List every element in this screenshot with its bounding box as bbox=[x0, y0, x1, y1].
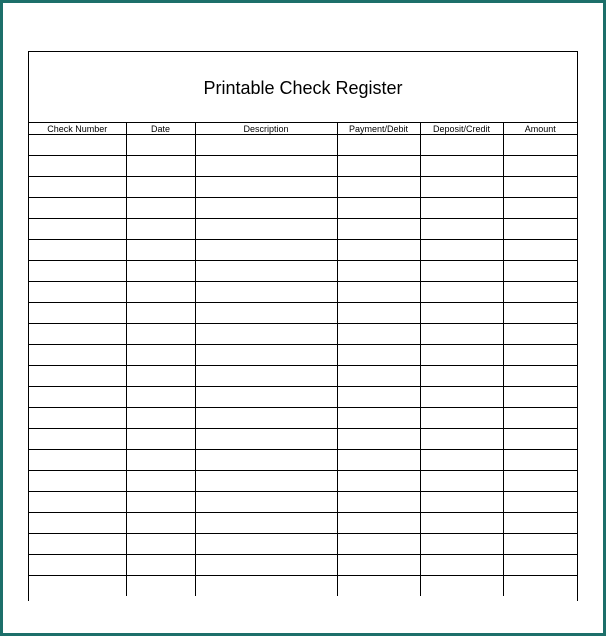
table-row bbox=[29, 345, 577, 366]
description-cell bbox=[195, 492, 337, 513]
payment-debit-cell bbox=[337, 219, 420, 240]
table-row bbox=[29, 429, 577, 450]
table-row bbox=[29, 324, 577, 345]
check-number-cell bbox=[29, 576, 126, 597]
payment-debit-cell bbox=[337, 366, 420, 387]
payment-debit-cell bbox=[337, 324, 420, 345]
description-cell bbox=[195, 303, 337, 324]
amount-cell bbox=[503, 282, 577, 303]
date-cell bbox=[126, 555, 195, 576]
date-cell bbox=[126, 261, 195, 282]
description-cell bbox=[195, 240, 337, 261]
table-row bbox=[29, 387, 577, 408]
date-cell bbox=[126, 450, 195, 471]
amount-cell bbox=[503, 261, 577, 282]
check-number-cell bbox=[29, 240, 126, 261]
table-row bbox=[29, 576, 577, 597]
table-row bbox=[29, 366, 577, 387]
table-row bbox=[29, 261, 577, 282]
amount-cell bbox=[503, 156, 577, 177]
description-cell bbox=[195, 555, 337, 576]
payment-debit-cell bbox=[337, 450, 420, 471]
check-number-cell bbox=[29, 534, 126, 555]
check-number-cell bbox=[29, 555, 126, 576]
check-number-cell bbox=[29, 492, 126, 513]
deposit-credit-cell bbox=[420, 555, 503, 576]
description-cell bbox=[195, 387, 337, 408]
date-cell bbox=[126, 429, 195, 450]
deposit-credit-cell bbox=[420, 345, 503, 366]
deposit-credit-cell bbox=[420, 576, 503, 597]
check-number-cell bbox=[29, 408, 126, 429]
check-number-cell bbox=[29, 450, 126, 471]
check-number-cell bbox=[29, 345, 126, 366]
table-row bbox=[29, 177, 577, 198]
header-row bbox=[29, 123, 577, 135]
check-number-cell bbox=[29, 471, 126, 492]
payment-debit-cell bbox=[337, 240, 420, 261]
date-cell bbox=[126, 156, 195, 177]
date-cell bbox=[126, 513, 195, 534]
register-table bbox=[29, 122, 577, 596]
amount-cell bbox=[503, 198, 577, 219]
check-number-cell bbox=[29, 429, 126, 450]
date-cell bbox=[126, 135, 195, 156]
check-number-cell bbox=[29, 513, 126, 534]
date-cell bbox=[126, 345, 195, 366]
check-number-cell bbox=[29, 198, 126, 219]
deposit-credit-cell bbox=[420, 513, 503, 534]
description-cell bbox=[195, 513, 337, 534]
check-number-cell bbox=[29, 156, 126, 177]
amount-cell bbox=[503, 408, 577, 429]
date-cell bbox=[126, 198, 195, 219]
deposit-credit-cell bbox=[420, 198, 503, 219]
deposit-credit-cell bbox=[420, 471, 503, 492]
column-header-check-number: Check Number bbox=[29, 123, 126, 135]
check-number-cell bbox=[29, 324, 126, 345]
payment-debit-cell bbox=[337, 492, 420, 513]
amount-cell bbox=[503, 387, 577, 408]
description-cell bbox=[195, 408, 337, 429]
check-number-cell bbox=[29, 219, 126, 240]
deposit-credit-cell bbox=[420, 429, 503, 450]
title-area bbox=[29, 52, 577, 122]
description-cell bbox=[195, 177, 337, 198]
deposit-credit-cell bbox=[420, 303, 503, 324]
amount-cell bbox=[503, 219, 577, 240]
deposit-credit-cell bbox=[420, 261, 503, 282]
description-cell bbox=[195, 156, 337, 177]
table-row bbox=[29, 555, 577, 576]
payment-debit-cell bbox=[337, 303, 420, 324]
amount-cell bbox=[503, 471, 577, 492]
payment-debit-cell bbox=[337, 177, 420, 198]
amount-cell bbox=[503, 240, 577, 261]
deposit-credit-cell bbox=[420, 135, 503, 156]
amount-cell bbox=[503, 555, 577, 576]
payment-debit-cell bbox=[337, 534, 420, 555]
amount-cell bbox=[503, 135, 577, 156]
deposit-credit-cell bbox=[420, 492, 503, 513]
table-row bbox=[29, 282, 577, 303]
amount-cell bbox=[503, 366, 577, 387]
deposit-credit-cell bbox=[420, 177, 503, 198]
payment-debit-cell bbox=[337, 555, 420, 576]
table-row bbox=[29, 408, 577, 429]
amount-cell bbox=[503, 492, 577, 513]
column-header-deposit-credit: Deposit/Credit bbox=[420, 123, 503, 135]
check-number-cell bbox=[29, 282, 126, 303]
check-number-cell bbox=[29, 387, 126, 408]
description-cell bbox=[195, 366, 337, 387]
date-cell bbox=[126, 282, 195, 303]
check-register-sheet bbox=[28, 51, 578, 601]
column-header-payment-debit: Payment/Debit bbox=[337, 123, 420, 135]
payment-debit-cell bbox=[337, 429, 420, 450]
table-row bbox=[29, 135, 577, 156]
column-header-date: Date bbox=[126, 123, 195, 135]
check-number-cell bbox=[29, 303, 126, 324]
payment-debit-cell bbox=[337, 513, 420, 534]
date-cell bbox=[126, 366, 195, 387]
deposit-credit-cell bbox=[420, 324, 503, 345]
payment-debit-cell bbox=[337, 471, 420, 492]
amount-cell bbox=[503, 345, 577, 366]
description-cell bbox=[195, 429, 337, 450]
payment-debit-cell bbox=[337, 135, 420, 156]
table-row bbox=[29, 240, 577, 261]
description-cell bbox=[195, 345, 337, 366]
payment-debit-cell bbox=[337, 156, 420, 177]
amount-cell bbox=[503, 303, 577, 324]
table-row bbox=[29, 198, 577, 219]
payment-debit-cell bbox=[337, 261, 420, 282]
column-header-description: Description bbox=[195, 123, 337, 135]
payment-debit-cell bbox=[337, 576, 420, 597]
amount-cell bbox=[503, 324, 577, 345]
payment-debit-cell bbox=[337, 345, 420, 366]
amount-cell bbox=[503, 534, 577, 555]
date-cell bbox=[126, 240, 195, 261]
column-header-amount: Amount bbox=[503, 123, 577, 135]
payment-debit-cell bbox=[337, 198, 420, 219]
payment-debit-cell bbox=[337, 282, 420, 303]
description-cell bbox=[195, 198, 337, 219]
description-cell bbox=[195, 576, 337, 597]
check-number-cell bbox=[29, 261, 126, 282]
description-cell bbox=[195, 471, 337, 492]
date-cell bbox=[126, 219, 195, 240]
deposit-credit-cell bbox=[420, 240, 503, 261]
date-cell bbox=[126, 387, 195, 408]
amount-cell bbox=[503, 177, 577, 198]
amount-cell bbox=[503, 513, 577, 534]
date-cell bbox=[126, 177, 195, 198]
deposit-credit-cell bbox=[420, 387, 503, 408]
register-body bbox=[29, 135, 577, 597]
page-title: Printable Check Register bbox=[203, 78, 403, 98]
description-cell bbox=[195, 282, 337, 303]
deposit-credit-cell bbox=[420, 282, 503, 303]
deposit-credit-cell bbox=[420, 408, 503, 429]
date-cell bbox=[126, 492, 195, 513]
description-cell bbox=[195, 219, 337, 240]
amount-cell bbox=[503, 576, 577, 597]
table-row bbox=[29, 492, 577, 513]
date-cell bbox=[126, 471, 195, 492]
date-cell bbox=[126, 324, 195, 345]
payment-debit-cell bbox=[337, 387, 420, 408]
amount-cell bbox=[503, 429, 577, 450]
table-row bbox=[29, 534, 577, 555]
table-row bbox=[29, 471, 577, 492]
check-number-cell bbox=[29, 177, 126, 198]
description-cell bbox=[195, 261, 337, 282]
deposit-credit-cell bbox=[420, 219, 503, 240]
payment-debit-cell bbox=[337, 408, 420, 429]
deposit-credit-cell bbox=[420, 366, 503, 387]
description-cell bbox=[195, 450, 337, 471]
table-row bbox=[29, 450, 577, 471]
description-cell bbox=[195, 324, 337, 345]
check-number-cell bbox=[29, 366, 126, 387]
table-row bbox=[29, 156, 577, 177]
description-cell bbox=[195, 135, 337, 156]
deposit-credit-cell bbox=[420, 450, 503, 471]
deposit-credit-cell bbox=[420, 534, 503, 555]
check-number-cell bbox=[29, 135, 126, 156]
table-row bbox=[29, 219, 577, 240]
amount-cell bbox=[503, 450, 577, 471]
date-cell bbox=[126, 408, 195, 429]
date-cell bbox=[126, 576, 195, 597]
description-cell bbox=[195, 534, 337, 555]
date-cell bbox=[126, 534, 195, 555]
date-cell bbox=[126, 303, 195, 324]
table-row bbox=[29, 513, 577, 534]
deposit-credit-cell bbox=[420, 156, 503, 177]
table-row bbox=[29, 303, 577, 324]
